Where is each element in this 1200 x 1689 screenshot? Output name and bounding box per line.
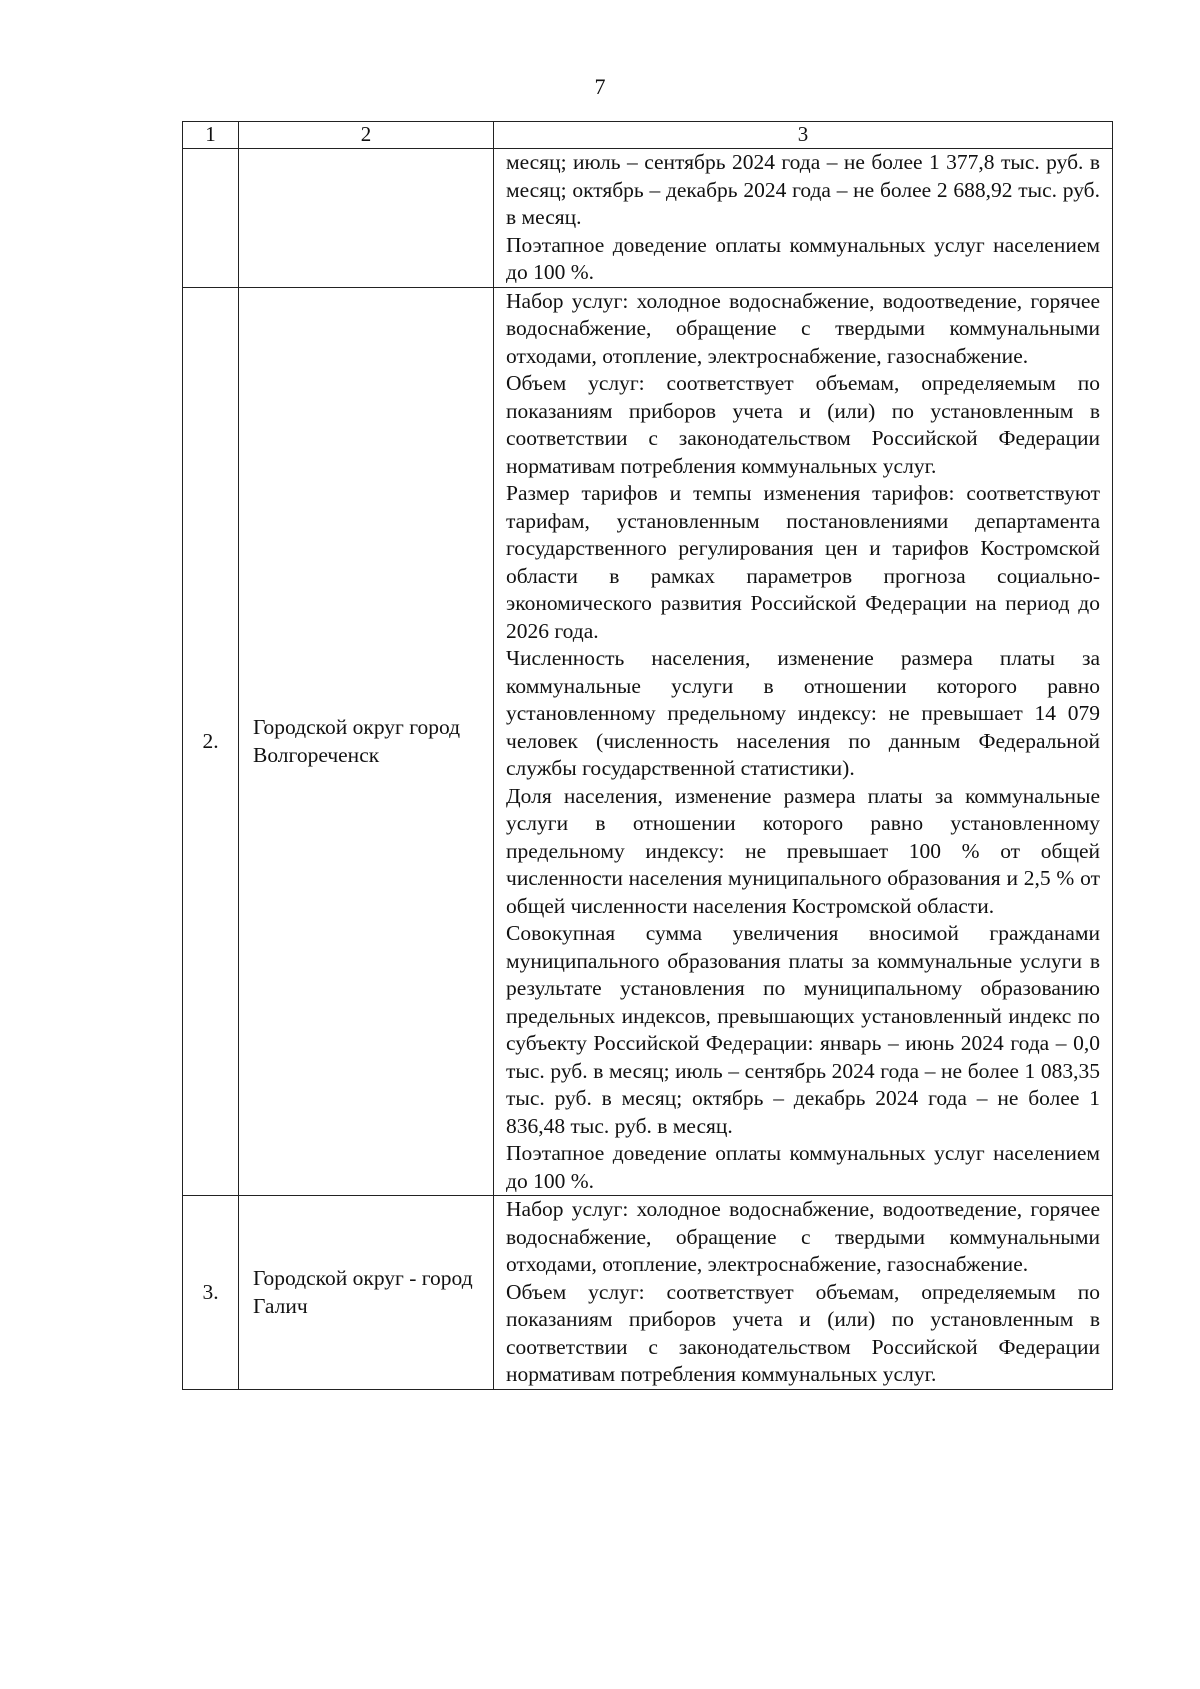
paragraph: Объем услуг: соответствует объемам, определяемым по показаниям приборов учета и (или) по установленным в соответствии с законодательством Российской Федерации нормативам потребления коммунальных услуг.	[506, 371, 1100, 478]
paragraph: Объем услуг: соответствует объемам, определяемым по показаниям приборов учета и (или) по установленным в соответствии с законодательством Российской Федерации нормативам потребления коммунальных услуг.	[506, 1279, 1100, 1386]
paragraph: Набор услуг: холодное водоснабжение, водоотведение, горячее водоснабжение, обращение с твердыми коммунальными отходами, отопление, электроснабжение, газоснабжение.	[506, 1197, 1100, 1276]
header-col-1: 1	[183, 122, 239, 149]
paragraph: Доля населения, изменение размера платы за коммунальные услуги в отношении которого равно установленному предельному индексу: не превышает 100 % от общей численности населения муниципального образования и 2,5 % от общей численности населения Костромской области.	[506, 783, 1100, 918]
row-description	[494, 149, 1113, 288]
row-number: 3.	[183, 1196, 239, 1390]
row-number	[183, 149, 239, 288]
paragraph: Численность населения, изменение размера платы за коммунальные услуги в отношении которого равно установленному предельному индексу: не превышает 14 079 человек (численность населения по данным Федеральной службы государственной статистики).	[506, 646, 1100, 780]
municipality-name: Городской округ город Волгореченск	[239, 287, 494, 1196]
paragraph: Совокупная сумма увеличения вносимой гражданами муниципального образования платы за коммунальные услуги в результате установления по муниципальному образованию предельных индексов, превышающих установленный индекс по субъекту Российской Федерации: январь – июнь 2024 года – 0,0 тыс. руб. в месяц; июль – сентябрь 2024 года – не более 1 083,35 тыс. руб. в месяц; октябрь – декабрь 2024 года – не более 1 836,48 тыс. руб. в месяц.	[506, 921, 1100, 1138]
paragraph: Поэтапное доведение оплаты коммунальных услуг населением до 100 %.	[506, 232, 1100, 284]
paragraph: месяц; июль – сентябрь 2024 года – не более 1 377,8 тыс. руб. в месяц; октябрь – декабрь 2024 года – не более 2 688,92 тыс. руб. в месяц.	[506, 150, 1100, 229]
paragraph: Размер тарифов и темпы изменения тарифов: соответствуют тарифам, установленным постановлениями департамента государственного регулирования цен и тарифов Костромской области в рамках параметров прогноза социально-экономического развития Российской Федерации на период до 2026 года.	[506, 481, 1100, 643]
paragraph: Набор услуг: холодное водоснабжение, водоотведение, горячее водоснабжение, обращение с твердыми коммунальными отходами, отопление, электроснабжение, газоснабжение.	[506, 288, 1100, 368]
row-description	[494, 287, 1113, 1196]
page-number: 7	[594, 74, 606, 99]
row-number: 2.	[183, 287, 239, 1196]
table-header-row	[183, 122, 1113, 149]
table-row	[183, 149, 1113, 288]
header-col-3: 3	[494, 122, 1113, 149]
municipality-name: Городской округ - город Галич	[239, 1196, 494, 1390]
tariff-table	[182, 121, 1113, 1390]
paragraph: Поэтапное доведение оплаты коммунальных услуг населением до 100 %.	[506, 1141, 1100, 1193]
row-description	[494, 1196, 1113, 1390]
header-col-2: 2	[239, 122, 494, 149]
table-row	[183, 287, 1113, 1196]
table-row	[183, 1196, 1113, 1390]
municipality-name	[239, 149, 494, 288]
